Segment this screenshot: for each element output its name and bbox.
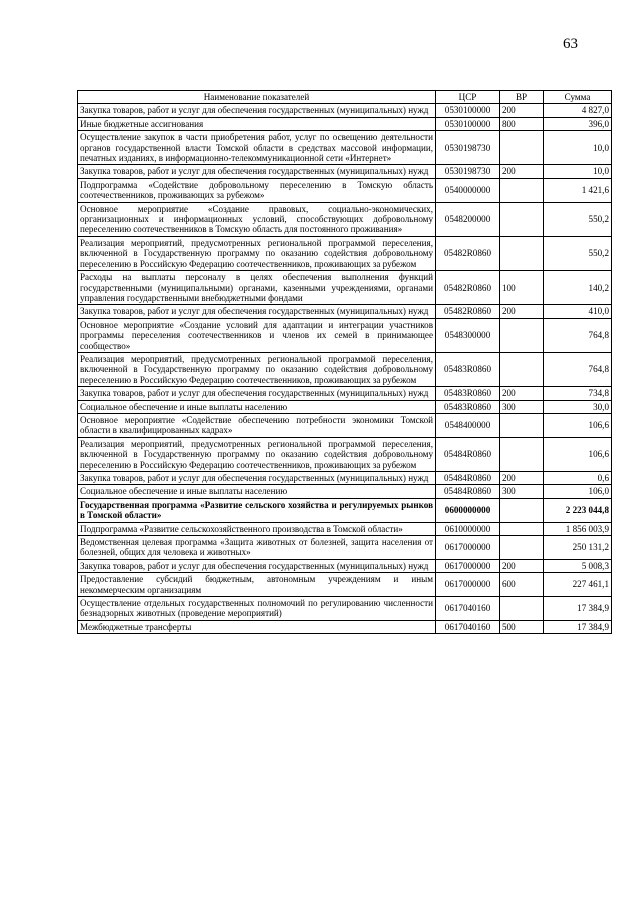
row-vr: 200 [500,165,544,178]
row-vr: 100 [500,271,544,305]
row-sum: 106,6 [544,413,612,437]
row-vr [500,413,544,437]
row-name: Предоставление субсидий бюджетным, автономным учреждениям и иным некоммерческим организациям [78,573,436,597]
table-row [78,400,612,413]
row-vr [500,131,544,165]
row-name: Социальное обеспечение и иные выплаты населению [78,400,436,413]
row-sum: 106,0 [544,485,612,498]
row-name: Реализация мероприятий, предусмотренных региональной программой переселения, включенной в Государственную программу по оказанию содействия добровольному переселению в Российскую Федерацию соотечественников, проживающих за рубежом [78,236,436,270]
table-row [78,178,612,202]
row-csr: 05484R0860 [436,472,500,485]
row-sum: 410,0 [544,305,612,318]
row-name: Основное мероприятие «Создание условий для адаптации и интеграции участников программы переселения соотечественников и членов их семей в принимающее сообщество» [78,318,436,352]
table-row [78,573,612,597]
row-csr: 05484R0860 [436,437,500,471]
row-name: Осуществление закупок в части приобретения работ, услуг по освещению деятельности органов государственной власти Томской области в средствах массовой информации, печатных изданиях, в информационно-телекоммуникационной сети «Интернет» [78,131,436,165]
row-csr: 0548300000 [436,318,500,352]
row-sum: 10,0 [544,165,612,178]
table-row [78,202,612,236]
row-vr: 200 [500,104,544,117]
row-csr: 05482R0860 [436,236,500,270]
row-vr: 300 [500,400,544,413]
row-csr: 0548200000 [436,202,500,236]
row-sum: 250 131,2 [544,536,612,560]
row-sum: 1 421,6 [544,178,612,202]
table-row [78,597,612,621]
row-name: Расходы на выплаты персоналу в целях обеспечения выполнения функций государственными (муниципальными) органами, казенными учреждениями, органами управления государственными внебюджетными фондами [78,271,436,305]
row-sum: 1 856 003,9 [544,522,612,535]
row-vr [500,178,544,202]
table-header-row [78,91,612,104]
table-row [78,485,612,498]
row-name: Реализация мероприятий, предусмотренных региональной программой переселения, включенной в Государственную программу по оказанию содействия добровольному переселению в Российскую Федерацию соотечественников, проживающих за рубежом [78,352,436,386]
row-sum: 5 008,3 [544,559,612,572]
table-row [78,437,612,471]
row-vr: 200 [500,305,544,318]
row-csr: 05484R0860 [436,485,500,498]
row-sum: 0,6 [544,472,612,485]
row-sum: 550,2 [544,236,612,270]
row-sum: 106,6 [544,437,612,471]
row-csr: 0530198730 [436,131,500,165]
row-name: Основное мероприятие «Содействие обеспечению потребности экономики Томской области в квалифицированных кадрах» [78,413,436,437]
row-sum: 227 461,1 [544,573,612,597]
row-sum: 764,8 [544,318,612,352]
row-csr: 05482R0860 [436,271,500,305]
table-body [78,104,612,634]
row-vr: 500 [500,620,544,633]
row-sum: 17 384,9 [544,620,612,633]
row-vr: 600 [500,573,544,597]
row-csr: 0617040160 [436,597,500,621]
row-vr [500,318,544,352]
row-csr: 05483R0860 [436,400,500,413]
row-csr: 0530100000 [436,117,500,130]
row-sum: 30,0 [544,400,612,413]
row-vr [500,437,544,471]
row-sum: 17 384,9 [544,597,612,621]
table-row [78,117,612,130]
table-row [78,387,612,400]
row-name: Подпрограмма «Развитие сельскохозяйственного производства в Томской области» [78,522,436,535]
row-vr [500,202,544,236]
row-csr: 0600000000 [436,498,500,522]
row-name: Основное мероприятие «Создание правовых, социально-экономических, организационных и информационных условий, способствующих добровольному переселению соотечественников в Томскую область для постоянного проживания» [78,202,436,236]
row-name: Закупка товаров, работ и услуг для обеспечения государственных (муниципальных) нужд [78,387,436,400]
row-name: Закупка товаров, работ и услуг для обеспечения государственных (муниципальных) нужд [78,104,436,117]
row-sum: 764,8 [544,352,612,386]
row-csr: 05483R0860 [436,387,500,400]
row-csr: 0610000000 [436,522,500,535]
row-name: Закупка товаров, работ и услуг для обеспечения государственных (муниципальных) нужд [78,472,436,485]
row-vr [500,597,544,621]
budget-table [77,90,612,634]
row-name: Ведомственная целевая программа «Защита животных от болезней, защита населения от болезней, общих для человека и животных» [78,536,436,560]
row-csr: 0540000000 [436,178,500,202]
row-csr: 0530100000 [436,104,500,117]
header-name: Наименование показателей [78,91,436,104]
page-number: 63 [563,36,578,52]
row-vr: 200 [500,387,544,400]
header-csr: ЦСР [436,91,500,104]
table-row [78,522,612,535]
table-row [78,352,612,386]
row-name: Закупка товаров, работ и услуг для обеспечения государственных (муниципальных) нужд [78,165,436,178]
row-vr [500,352,544,386]
row-name: Реализация мероприятий, предусмотренных региональной программой переселения, включенной в Государственную программу по оказанию содействия добровольному переселению в Российскую Федерацию соотечественников, проживающих за рубежом [78,437,436,471]
row-vr [500,522,544,535]
row-csr: 05483R0860 [436,352,500,386]
table-row [78,165,612,178]
table-row [78,305,612,318]
table-row [78,559,612,572]
row-csr: 0617040160 [436,620,500,633]
table-row [78,620,612,633]
row-csr: 0617000000 [436,573,500,597]
header-sum: Сумма [544,91,612,104]
row-sum: 550,2 [544,202,612,236]
row-csr: 0530198730 [436,165,500,178]
row-name: Подпрограмма «Содействие добровольному переселению в Томскую область соотечественников, проживающих за рубежом» [78,178,436,202]
row-name: Осуществление отдельных государственных полномочий по регулированию численности безнадзорных животных (проведение мероприятий) [78,597,436,621]
row-sum: 734,8 [544,387,612,400]
row-vr: 800 [500,117,544,130]
row-sum: 2 223 044,8 [544,498,612,522]
row-csr: 0617000000 [436,559,500,572]
table-row [78,236,612,270]
table-row [78,271,612,305]
row-vr: 200 [500,472,544,485]
row-csr: 05482R0860 [436,305,500,318]
row-csr: 0548400000 [436,413,500,437]
table-row [78,472,612,485]
header-vr: ВР [500,91,544,104]
row-name: Закупка товаров, работ и услуг для обеспечения государственных (муниципальных) нужд [78,305,436,318]
table-row [78,104,612,117]
row-vr [500,498,544,522]
row-sum: 10,0 [544,131,612,165]
row-name: Иные бюджетные ассигнования [78,117,436,130]
row-sum: 396,0 [544,117,612,130]
table-row [78,536,612,560]
row-name: Социальное обеспечение и иные выплаты населению [78,485,436,498]
row-sum: 4 827,0 [544,104,612,117]
row-name: Государственная программа «Развитие сельского хозяйства и регулируемых рынков в Томской области» [78,498,436,522]
row-vr [500,236,544,270]
table-row [78,413,612,437]
row-vr [500,536,544,560]
row-sum: 140,2 [544,271,612,305]
row-name: Закупка товаров, работ и услуг для обеспечения государственных (муниципальных) нужд [78,559,436,572]
row-name: Межбюджетные трансферты [78,620,436,633]
row-csr: 0617000000 [436,536,500,560]
row-vr: 300 [500,485,544,498]
table-row [78,131,612,165]
table-row [78,498,612,522]
table-row [78,318,612,352]
row-vr: 200 [500,559,544,572]
